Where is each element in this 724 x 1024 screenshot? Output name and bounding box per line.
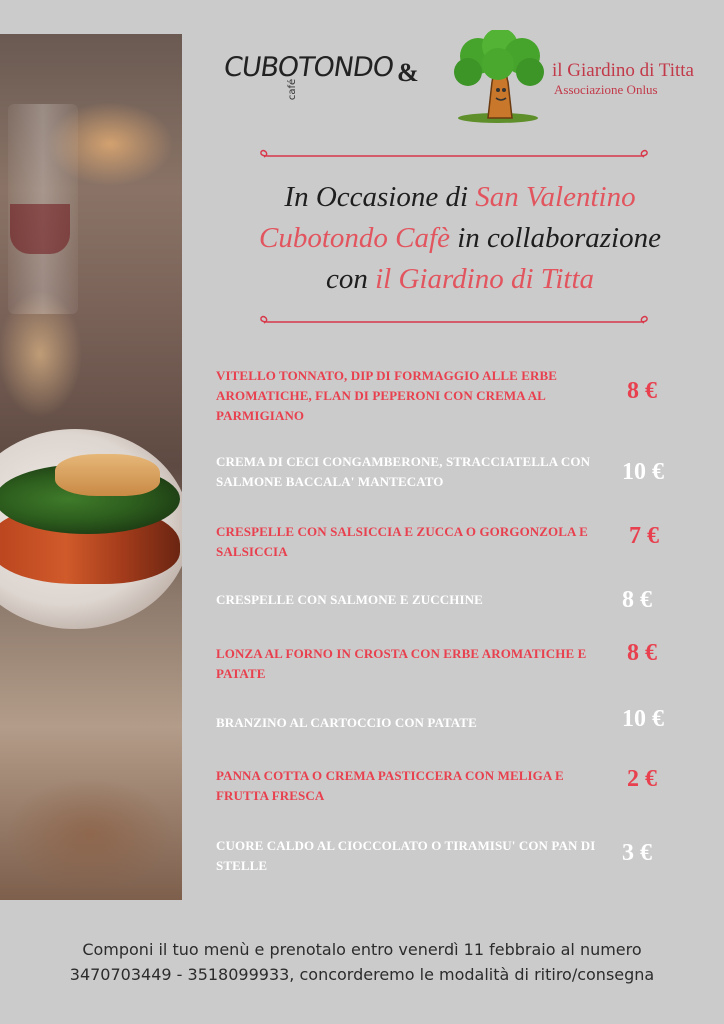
headline-text: con [325, 263, 376, 295]
menu-item-price: 3 € [622, 840, 652, 866]
menu-item: BRANZINO AL CARTOCCIO CON PATATE [216, 715, 477, 730]
menu-item-price: 8 € [622, 587, 652, 613]
headline-line-3 [205, 259, 715, 300]
menu-item-price: 10 € [622, 459, 664, 485]
menu-item: CRESPELLE CON SALSICCIA E ZUCCA O GORGONZOLA E SALSICCIA [216, 524, 588, 559]
flourish-divider-bottom [258, 315, 650, 329]
cubotondo-logo-name: CUBOTONDO [221, 52, 396, 83]
headline-highlight: il Giardino di Titta [375, 263, 594, 295]
tree-icon [448, 30, 548, 126]
headline-line-2 [205, 218, 715, 259]
menu-item: LONZA AL FORNO IN CROSTA CON ERBE AROMATICHE E PATATE [216, 646, 587, 681]
menu-item: CUORE CALDO AL CIOCCOLATO O TIRAMISU' CON PAN DI STELLE [216, 838, 596, 873]
headline-line-1 [205, 177, 715, 218]
ampersand: & [397, 58, 419, 87]
cubotondo-logo-sub: café [287, 78, 299, 101]
menu-item: CRESPELLE CON SALMONE E ZUCCHINE [216, 592, 483, 607]
menu-item-price: 8 € [627, 378, 657, 404]
menu-item: CREMA DI CECI CONGAMBERONE, STRACCIATELLA CON SALMONE BACCALA' MANTECATO [216, 454, 591, 489]
booking-info [0, 937, 724, 987]
fish-fillet-shape [55, 454, 160, 496]
headline [205, 177, 715, 300]
menu-item-price: 7 € [629, 523, 659, 549]
menu-item-price: 10 € [622, 706, 664, 732]
giardino-logo [552, 60, 712, 98]
menu-item: PANNA COTTA O CREMA PASTICCERA CON MELIGA E FRUTTA FRESCA [216, 768, 564, 803]
food-photo [0, 34, 182, 900]
menu-item: VITELLO TONNATO, DIP DI FORMAGGIO ALLE ERBE AROMATICHE, FLAN DI PEPERONI CON CREMA AL PARMIGIANO [216, 368, 558, 423]
headline-text: In Occasione di [284, 181, 476, 213]
flourish-divider-top [258, 149, 650, 163]
cubotondo-logo [221, 52, 396, 110]
booking-info-line-2: 3470703449 - 3518099933, concorderemo le modalità di ritiro/consegna [69, 965, 655, 984]
giardino-logo-title: il Giardino di Titta [552, 60, 694, 81]
menu-item-price: 2 € [627, 766, 657, 792]
headline-highlight: San Valentino [475, 181, 636, 213]
menu-item-price: 8 € [627, 640, 657, 666]
headline-text: in collaborazione [449, 222, 661, 254]
wine-shape [10, 204, 70, 254]
booking-info-line-1: Componi il tuo menù e prenotalo entro venerdì 11 febbraio al numero [82, 940, 642, 959]
headline-highlight: Cubotondo Cafè [259, 222, 450, 254]
giardino-logo-sub: Associazione Onlus [554, 82, 658, 97]
